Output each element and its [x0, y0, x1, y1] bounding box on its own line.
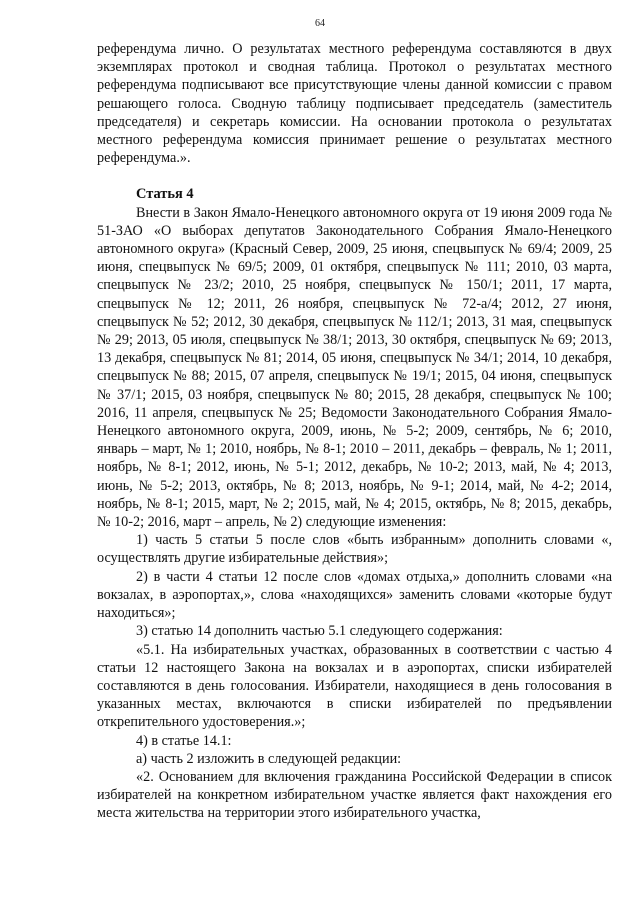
article-intro-paragraph: Внести в Закон Ямало-Ненецкого автономного округа от 19 июня 2009 года № 51-ЗАО «О выборах депутатов Законодательного Собрания Ямало-Ненецкого автономного округа» (Красный Север, 2009, 25 июня, спецвыпуск № 69/4; 2009, 25 июня, спецвыпуск № 69/5; 2009, 01 октября, спецвыпуск № 111; 2010, 03 марта, спецвыпуск № 23/2; 2010, 25 ноября, спецвыпуск № 150/1; 2011, 17 марта, спецвыпуск № 12; 2011, 26 ноября, спецвыпуск № 72-а/4; 2012, 27 июня, спецвыпуск № 52; 2012, 30 декабря, спецвыпуск № 112/1; 2013, 31 мая, спецвыпуск № 29; 2013, 05 июля, спецвыпуск № 38/1; 2013, 30 октября, спецвыпуск № 69; 2013, 13 декабря, спецвыпуск № 81; 2014, 05 июня, спецвыпуск № 34/1; 2014, 10 декабря, спецвыпуск № 88; 2015, 07 апреля, спецвыпуск № 19/1; 2015, 04 июня, спецвыпуск № 37/1; 2015, 03 ноября, спецвыпуск № 80; 2015, 28 декабря, спецвыпуск № 100; 2016, 11 апреля, спецвыпуск № 25; Ведомости Законодательного Собрания Ямало-Ненецкого автономного округа, 2009, июнь, № 5-2; 2009, сентябрь, № 6; 2010, январь – март, № 1; 2010, ноябрь, № 8-1; 2010 – 2011, декабрь – февраль, № 1; 2011, ноябрь, № 8-1; 2012, июнь, № 5-1; 2012, декабрь, № 10-2; 2013, май, № 4; 2013, июнь, № 5-2; 2013, октябрь, № 8; 2013, ноябрь, № 9-1; 2014, май, № 4-2; 2014, ноябрь, № 8-1; 2015, март, № 2; 2015, май, № 4; 2015, октябрь, № 8; 2015, декабрь, № 10-2; 2016, март – апрель, № 2) следующие изменения: — [97, 204, 612, 531]
amendment-quote-5-1: «5.1. На избирательных участках, образованных в соответствии с частью 4 статьи 12 настоящего Закона на вокзалах и в аэропортах, списки избирателей составляются в день голосования. Избиратели, находящиеся в день голосования в указанных местах, включаются в списки избирателей по предъявлении открепительного удостоверения.»; — [97, 641, 612, 731]
article-heading: Статья 4 — [136, 186, 194, 203]
amendment-subitem-a: а) часть 2 изложить в следующей редакции: — [136, 750, 402, 767]
amendment-item-4: 4) в статье 14.1: — [136, 732, 232, 749]
page-number: 64 — [315, 18, 325, 29]
amendment-item-1: 1) часть 5 статьи 5 после слов «быть избранным» дополнить словами «, осуществлять другие избирательные действия»; — [97, 532, 612, 567]
amendment-quote-2: «2. Основанием для включения гражданина Российской Федерации в список избирателей на конкретном избирательном участке является факт нахождения его места жительства на территории этого избирательного участка, — [97, 768, 612, 822]
amendment-item-2: 2) в части 4 статьи 12 после слов «домах отдыха,» дополнить словами «на вокзалах, в аэропортах,», слова «находящихся» заменить словами «которые будут находиться»; — [97, 568, 612, 622]
amendment-item-3: 3) статью 14 дополнить частью 5.1 следующего содержания: — [136, 623, 503, 640]
document-body — [97, 40, 612, 823]
paragraph-continuation: референдума лично. О результатах местного референдума составляются в двух экземплярах протокол и сводная таблица. Протокол о результатах местного референдума подписывают все присутствующие члены данной комиссии с правом решающего голоса. Сводную таблицу подписывает председатель (заместитель председателя) и секретарь комиссии. На основании протокола о результатах местного референдума комиссия принимает решение о результатах местного референдума.». — [97, 41, 612, 167]
